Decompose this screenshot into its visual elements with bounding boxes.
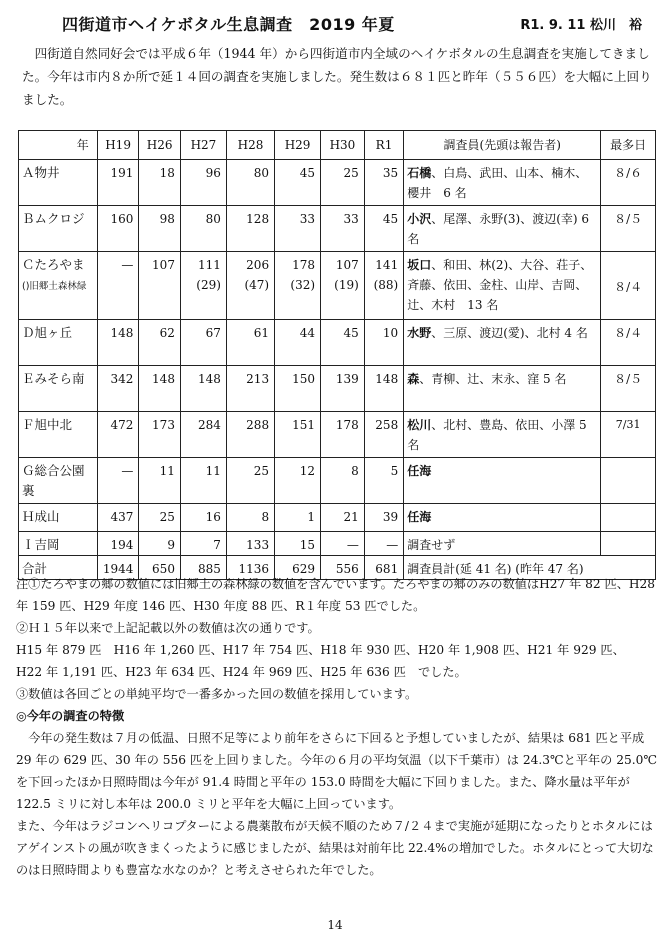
intro-paragraph: 四街道自然同好会では平成６年（1944 年）から四街道市内全域のヘイケボタルの生息調査を実施してきました。今年は市内８か所で延１４回の調査を実施しました。発生数は６８１匹と昨年（５５６匹）を大幅に上回りました。 (22, 46, 652, 107)
table-row (19, 160, 656, 206)
count-cell: 61 (226, 320, 274, 366)
observer-list: 、青柳、辻、末永、窪 5 名 (419, 372, 567, 386)
count-cell: 33 (275, 206, 321, 252)
header-h27: H27 (180, 131, 226, 160)
count-cell: 21 (321, 504, 365, 532)
count-cell: 139 (321, 366, 365, 412)
count-cell: 5 (364, 458, 403, 504)
header-h28: H28 (226, 131, 274, 160)
count-cell: 288 (226, 412, 274, 458)
count-cell: 45 (275, 160, 321, 206)
count-cell: 107 (139, 252, 181, 320)
observers-cell (404, 504, 601, 532)
count-cell: 148 (180, 366, 226, 412)
note-2-line-2: H22 年 1,191 匹、H23 年 634 匹、H24 年 969 匹、H25 年 636 匹 でした。 (16, 665, 467, 679)
count-cell: 45 (321, 320, 365, 366)
count-cell: 472 (97, 412, 139, 458)
count-value: 141 (375, 258, 399, 272)
observer-list: 、三原、渡辺(愛)、北村 4 名 (431, 326, 588, 340)
count-cell: 35 (364, 160, 403, 206)
count-cell: 25 (321, 160, 365, 206)
observers-cell (404, 252, 601, 320)
count-value: 111 (198, 258, 221, 272)
place-cell: Ａ物井 (19, 160, 98, 206)
observers-cell (404, 412, 601, 458)
count-cell: 10 (364, 320, 403, 366)
count-cell: 148 (97, 320, 139, 366)
count-cell: 62 (139, 320, 181, 366)
total-cell: 650 (139, 556, 181, 580)
count-cell: — (321, 532, 365, 556)
count-cell (226, 252, 274, 320)
max-day-cell: 7/31 (601, 412, 656, 458)
lead-observer: 任海 (407, 464, 432, 478)
observers-cell (404, 320, 601, 366)
count-sub-value: (29) (196, 278, 221, 292)
total-observers: 調査員計(延 41 名) (昨年 47 名) (404, 556, 656, 580)
header-r1: R1 (364, 131, 403, 160)
max-day-cell: ８/４ (601, 252, 656, 320)
count-cell: 18 (139, 160, 181, 206)
header-h19: H19 (97, 131, 139, 160)
features-paragraph-2: また、今年はラジコンヘリコプターによる農薬散布が天候不順のため７/２４まで実施が延期になったりとホタルにはアゲインストの風が吹きまくったように感じましたが、結果は対前年比 22.4%の増加でした。ホタルにとって大切なのは日照時間よりも豊富な水なのか？と考えさせられた年でした。 (16, 819, 654, 877)
notes-section (16, 573, 658, 881)
table-row (19, 412, 656, 458)
max-day-cell (601, 532, 656, 556)
place-cell: Ｄ旭ヶ丘 (19, 320, 98, 366)
table-row (19, 504, 656, 532)
count-cell: 16 (180, 504, 226, 532)
count-cell: 150 (275, 366, 321, 412)
place-name: Ｃたろやま (22, 257, 85, 272)
count-cell: 178 (321, 412, 365, 458)
document-title: 四街道市ヘイケボタル生息調査 2019 年夏 (62, 15, 395, 34)
total-cell: 681 (364, 556, 403, 580)
total-label: 合計 (19, 556, 98, 580)
count-cell: 12 (275, 458, 321, 504)
observer-list: 、尾澤、永野(3)、渡辺(幸) 6 名 (407, 212, 590, 246)
place-cell: Ｇ総合公園裏 (19, 458, 98, 504)
count-cell (321, 252, 365, 320)
place-cell: Ｈ成山 (19, 504, 98, 532)
header-h26: H26 (139, 131, 181, 160)
count-sub-value: (88) (373, 278, 399, 292)
lead-observer: 坂口 (407, 258, 432, 272)
observers-cell (404, 458, 601, 504)
total-cell: 1136 (226, 556, 274, 580)
observer-list: 、白鳥、武田、山本、楠木、櫻井 6 名 (407, 166, 588, 200)
count-cell (180, 252, 226, 320)
observers-cell (404, 366, 601, 412)
header-year: 年 (19, 131, 98, 160)
count-cell: 8 (321, 458, 365, 504)
count-cell: 151 (275, 412, 321, 458)
place-note: ()旧郷土森林緑 (22, 281, 87, 292)
count-cell: 25 (139, 504, 181, 532)
lead-observer: 任海 (407, 510, 432, 524)
count-cell: 96 (180, 160, 226, 206)
count-sub-value: (47) (244, 278, 270, 292)
table-row (19, 206, 656, 252)
count-cell: 191 (97, 160, 139, 206)
lead-observer: 石橋 (407, 166, 432, 180)
table-row (19, 252, 656, 320)
count-cell: 148 (139, 366, 181, 412)
count-cell: 45 (364, 206, 403, 252)
count-cell: 39 (364, 504, 403, 532)
header (62, 12, 642, 36)
lead-observer: 水野 (407, 326, 432, 340)
count-cell: 284 (180, 412, 226, 458)
count-cell: 128 (226, 206, 274, 252)
count-cell: 11 (139, 458, 181, 504)
count-cell: 148 (364, 366, 403, 412)
table-row (19, 320, 656, 366)
place-cell: Ｂムクロジ (19, 206, 98, 252)
count-cell: 44 (275, 320, 321, 366)
count-cell: 80 (226, 160, 274, 206)
observers-cell (404, 206, 601, 252)
count-cell: 15 (275, 532, 321, 556)
note-2-line-1: H15 年 879 匹 H16 年 1,260 匹、H17 年 754 匹、H18 年 930 匹、H20 年 1,908 匹、H21 年 929 匹、 (16, 643, 625, 657)
count-cell: 25 (226, 458, 274, 504)
max-day-cell: ８/５ (601, 366, 656, 412)
count-sub-value: (32) (290, 278, 316, 292)
total-cell: 885 (180, 556, 226, 580)
observer-list: 、北村、豊島、依田、小澤 5 名 (407, 418, 587, 452)
table-row (19, 366, 656, 412)
table-row (19, 458, 656, 504)
lead-observer: 森 (407, 372, 420, 386)
count-cell: 7 (180, 532, 226, 556)
count-cell: 133 (226, 532, 274, 556)
lead-observer: 松川 (407, 418, 432, 432)
place-cell: Ｆ旭中北 (19, 412, 98, 458)
count-cell (364, 252, 403, 320)
count-cell: 1 (275, 504, 321, 532)
author-date: R1. 9. 11 松川 裕 (520, 18, 642, 33)
max-day-cell (601, 504, 656, 532)
count-value: 107 (335, 258, 359, 272)
count-cell: — (364, 532, 403, 556)
count-cell: 8 (226, 504, 274, 532)
count-cell: 11 (180, 458, 226, 504)
section-heading: ◎今年の調査の特徴 (16, 709, 125, 723)
header-h30: H30 (321, 131, 365, 160)
note-2: ②Ｈ１５年以来で上記記載以外の数値は次の通りです。 (16, 621, 320, 635)
table-header-row (19, 131, 656, 160)
count-value: 206 (246, 258, 270, 272)
count-cell (275, 252, 321, 320)
count-cell: 342 (97, 366, 139, 412)
count-cell: 437 (97, 504, 139, 532)
max-day-cell: ８/６ (601, 160, 656, 206)
header-observers: 調査員(先頭は報告者) (404, 131, 601, 160)
total-cell: 556 (321, 556, 365, 580)
count-cell: 67 (180, 320, 226, 366)
count-cell: 160 (97, 206, 139, 252)
page-number: 14 (327, 918, 343, 932)
header-max-day: 最多日 (601, 131, 656, 160)
total-cell: 1944 (97, 556, 139, 580)
features-paragraph-1: 今年の発生数は７月の低温、日照不足等により前年をさらに下回ると予想していましたが、結果は 681 匹と平成 29 年の 629 匹、30 年の 556 匹を上回りました。今年の６月の平均気温（以下千葉市）は 24.3℃と平年の 25.0℃を下回ったほか日照時間は今年が 91.4 時間と平年の 153.0 時間を大幅に下回りました。また、降水量は平年が 122.5 ミリに対し本年は 200.0 ミリと平年を大幅に上回っています。 (16, 731, 658, 811)
lead-observer: 小沢 (407, 212, 432, 226)
count-cell: 258 (364, 412, 403, 458)
note-1: 注①たろやまの郷の数値には旧郷土の森林緑の数値を含んでいます。たろやまの郷のみの数値はH27 年 82 匹、H28 年 159 匹、H29 年度 146 匹、H30 年度 88 匹、R１年度 53 匹でした。 (16, 577, 656, 613)
total-cell: 629 (275, 556, 321, 580)
count-cell: — (97, 252, 139, 320)
place-cell: Ｉ吉岡 (19, 532, 98, 556)
count-value: 178 (292, 258, 316, 272)
place-cell: Ｅみそら南 (19, 366, 98, 412)
count-cell: 33 (321, 206, 365, 252)
max-day-cell: ８/５ (601, 206, 656, 252)
header-h29: H29 (275, 131, 321, 160)
table-row (19, 532, 656, 556)
observer-list: 、和田、林(2)、大谷、荘子、斉藤、依田、金柱、山岸、吉岡、辻、木村 13 名 (407, 258, 593, 312)
max-day-cell (601, 458, 656, 504)
count-cell: 194 (97, 532, 139, 556)
count-cell: 213 (226, 366, 274, 412)
count-cell: — (97, 458, 139, 504)
survey-table (18, 130, 656, 580)
count-cell: 98 (139, 206, 181, 252)
max-day-cell: ８/４ (601, 320, 656, 366)
count-cell: 173 (139, 412, 181, 458)
observers-cell (404, 160, 601, 206)
note-3: ③数値は各回ごとの単純平均で一番多かった回の数値を採用しています。 (16, 687, 418, 701)
count-cell: 80 (180, 206, 226, 252)
place-cell (19, 252, 98, 320)
observers-cell: 調査せず (404, 532, 601, 556)
count-sub-value: (19) (334, 278, 359, 292)
count-cell: 9 (139, 532, 181, 556)
